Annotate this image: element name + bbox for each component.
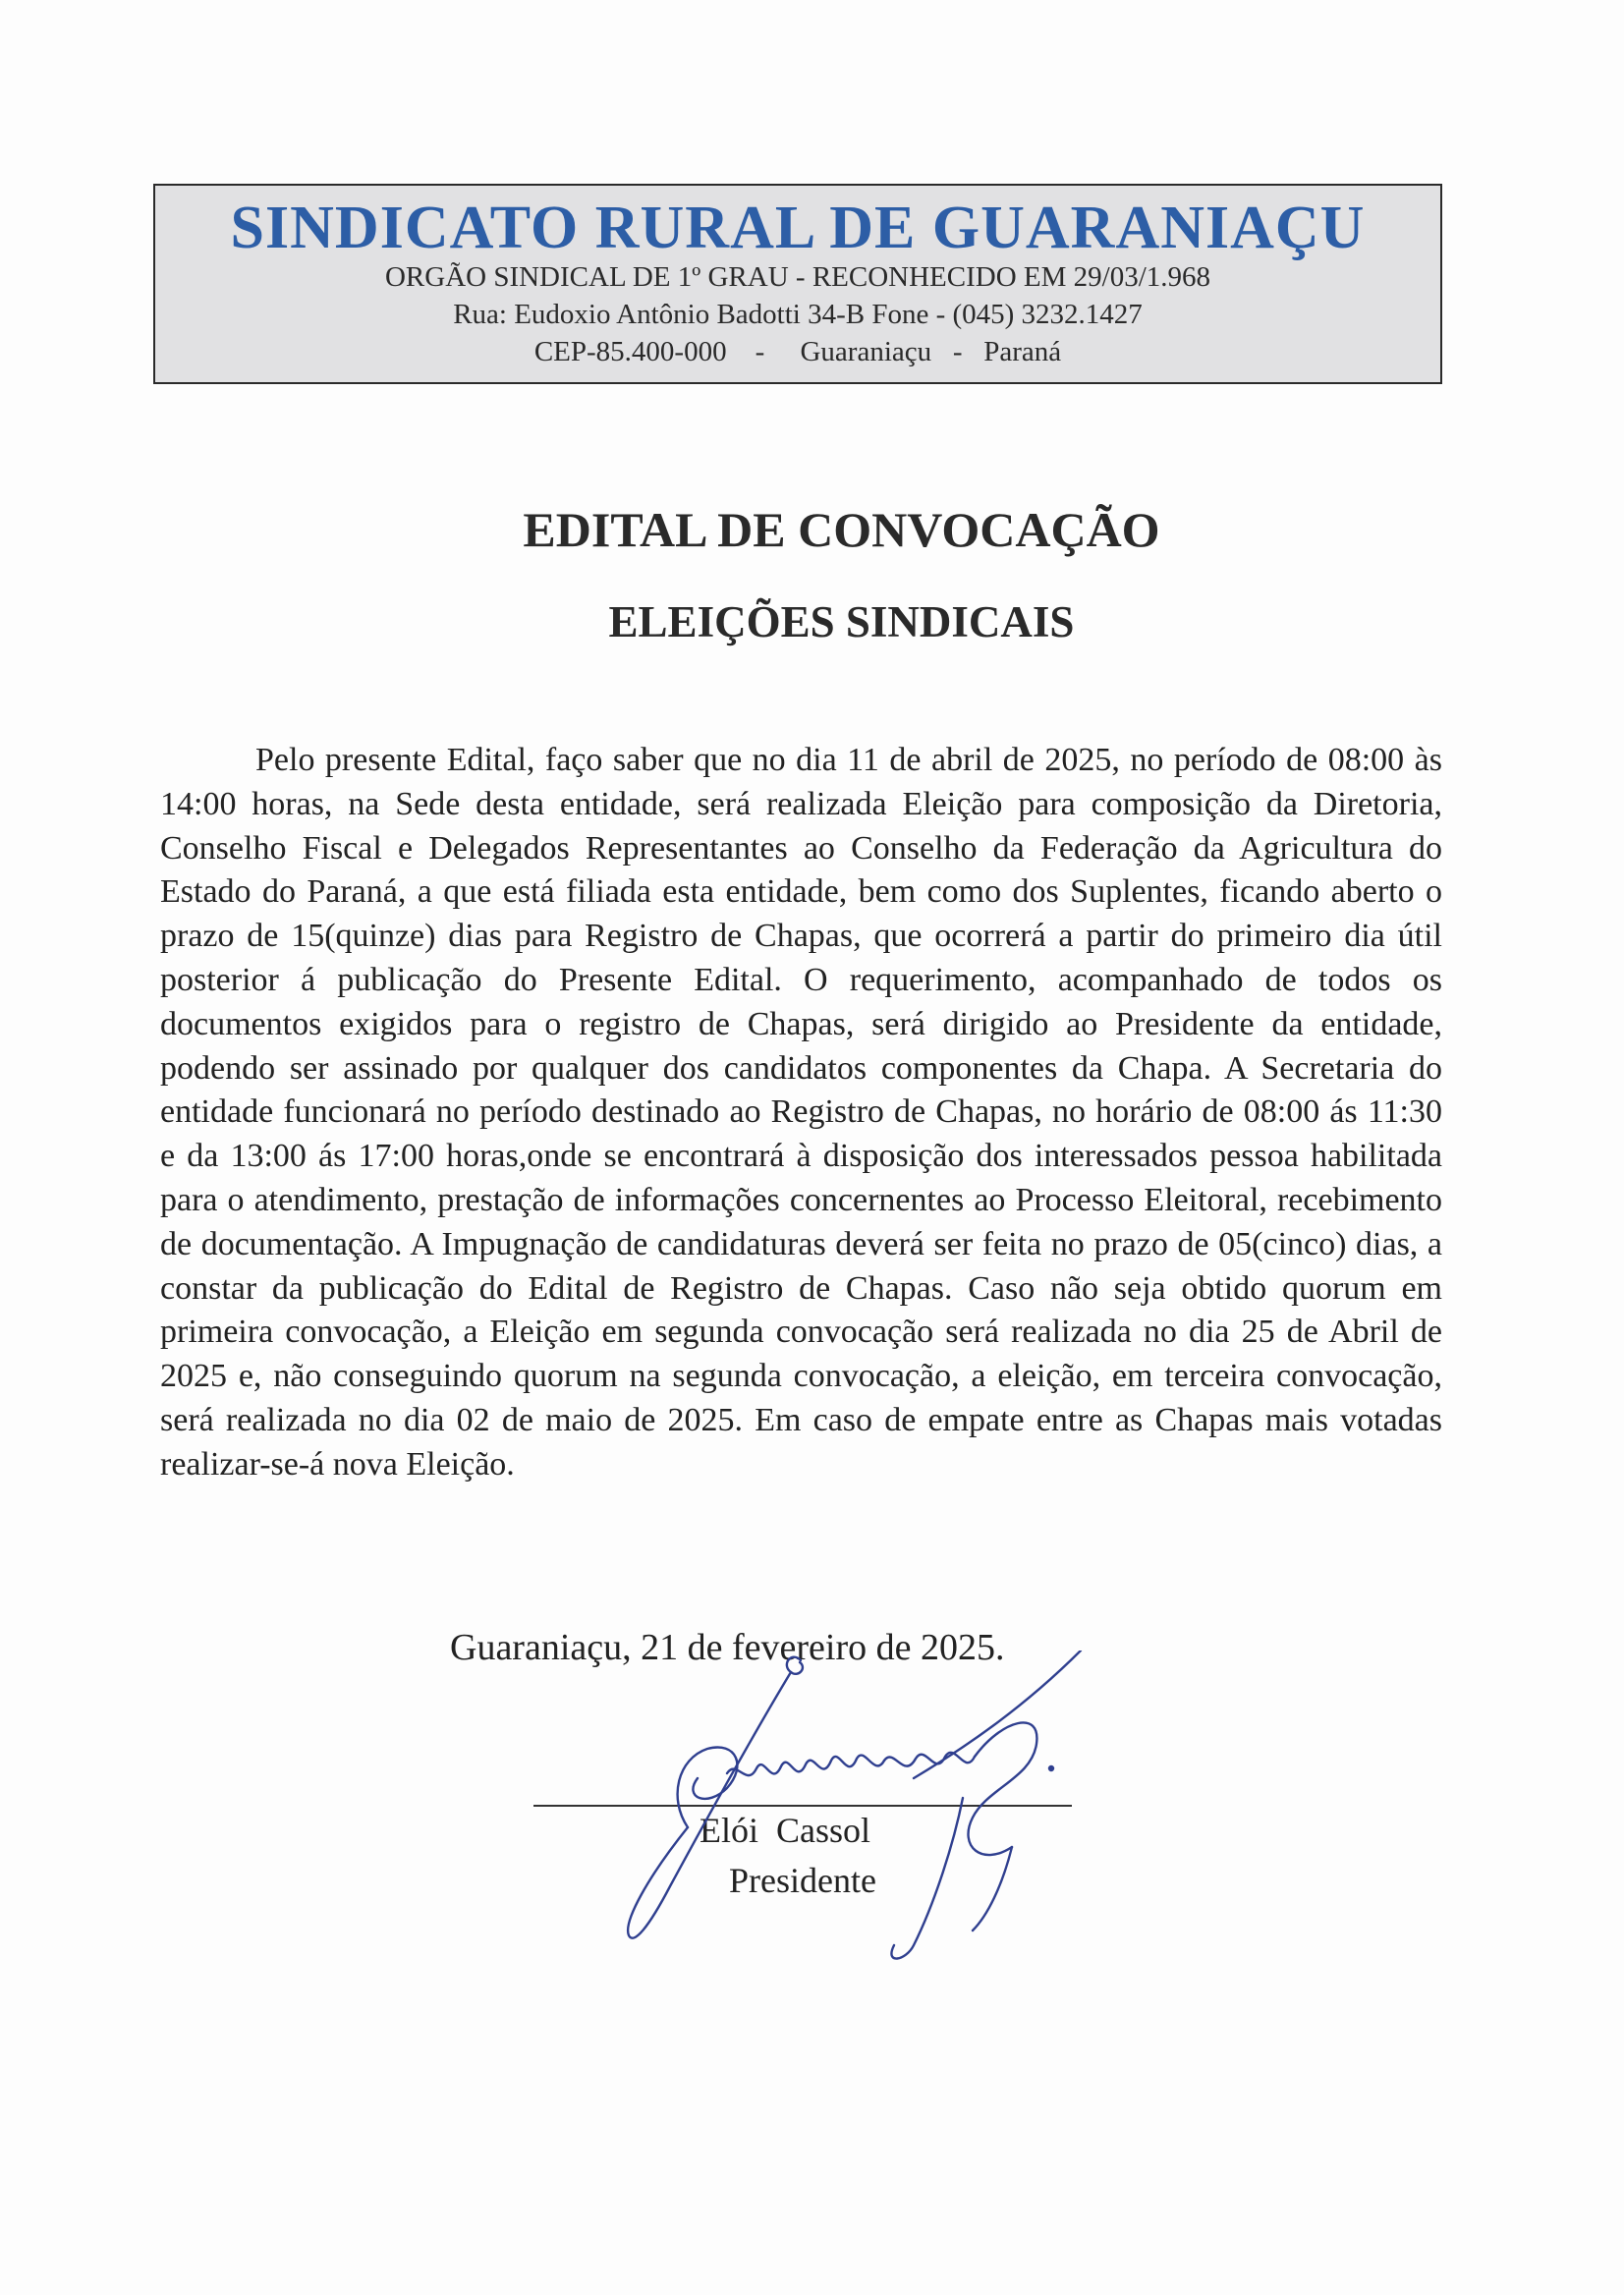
- place-and-date: Guaraniaçu, 21 de fevereiro de 2025.: [450, 1627, 1005, 1668]
- signature-line: [533, 1805, 1072, 1807]
- signer-name: Elói Cassol: [700, 1811, 871, 1850]
- letterhead-box: [153, 184, 1442, 384]
- document-subtitle: ELEIÇÕES SINDICAIS: [608, 597, 1075, 646]
- recognition-line: ORGÃO SINDICAL DE 1º GRAU - RECONHECIDO EM 29/03/1.968: [384, 261, 1211, 293]
- edital-body-paragraph: Pelo presente Edital, faço saber que no dia 11 de abril de 2025, no período de 08:00 às 14:00 horas, na Sede desta entidade, será realizada Eleição para composição da Diretoria, Conselho Fiscal e Delegados Representantes ao Conselho da Federação da Agricultura do Estado do Paraná, a que está filiada esta entidade, bem como dos Suplentes, ficando aberto o prazo de 15(quinze) dias para Registro de Chapas, que ocorrerá a partir do primeiro dia útil posterior á publicação do Presente Edital. O requerimento, acompanhado de todos os documentos exigidos para o registro de Chapas, será dirigido ao Presidente da entidade, podendo ser assinado por qualquer dos candidatos componentes da Chapa. A Secretaria do entidade funcionará no período destinado ao Registro de Chapas, no horário de 08:00 ás 11:30 e da 13:00 ás 17:00 horas,onde se encontrará à disposição dos interessados pessoa habilitada para o atendimento, prestação de informações concernentes ao Processo Eleitoral, recebimento de documentação. A Impugnação de candidaturas deverá ser feita no prazo de 05(cinco) dias, a constar da publicação do Edital de Registro de Chapas. Caso não seja obtido quorum em primeira convocação, a Eleição em segunda convocação será realizada no dia 25 de Abril de 2025 e, não conseguindo quorum na segunda convocação, a eleição, em terceira convocação, será realizada no dia 02 de maio de 2025. Em caso de empate entre as Chapas mais votadas realizar-se-á nova Eleição.: [160, 742, 1442, 1483]
- address-line: Rua: Eudoxio Antônio Badotti 34-B Fone - (045) 3232.1427: [453, 299, 1143, 330]
- union-name: SINDICATO RURAL DE GUARANIAÇU: [230, 195, 1366, 261]
- handwritten-signature: [589, 1651, 1140, 1965]
- signer-role: Presidente: [729, 1861, 876, 1900]
- cep-city-line: CEP-85.400-000 - Guaraniaçu - Paraná: [533, 336, 1062, 367]
- document-title: EDITAL DE CONVOCAÇÃO: [523, 502, 1160, 557]
